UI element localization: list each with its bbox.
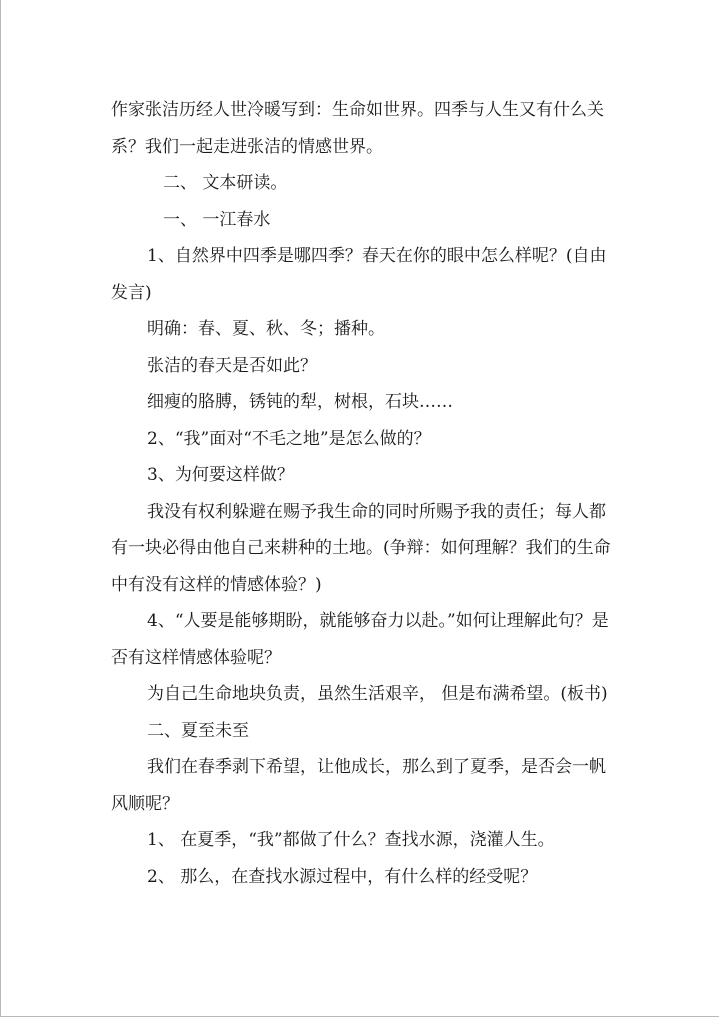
document-body [111, 92, 619, 895]
question-zhangjie-spring: 张洁的春天是否如此？ [147, 355, 317, 376]
question-4: 4、“人要是能够期盼，就能够奋力以赴。”如何让理解此句？是否有这样情感体验呢？ [111, 611, 609, 668]
section-heading-text-study: 二、 文本研读。 [163, 173, 288, 193]
blackboard-note: 为自己生命地块负责，虽然生活艰辛， 但是布满希望。(板书) [147, 684, 608, 704]
subsection-heading-summer: 二、夏至未至 [147, 720, 249, 741]
answer-responsibility: 我没有权利躲避在赐予我生命的同时所赐予我的责任；每人都有一块必得由他自己来耕种的土地。(争辩：如何理解？我们的生命中有没有这样的情感体验？) [111, 501, 611, 595]
paragraph-intro: 作家张洁历经人世冷暖写到：生命如世界。四季与人生又有什么关系？我们一起走进张洁的情感世界。 [111, 100, 604, 157]
question-3: 3、为何要这样做？ [147, 465, 294, 485]
answer-details: 细瘦的胳膊，锈钝的犁，树根，石块…… [147, 392, 453, 412]
paragraph-summer-intro: 我们在春季剥下希望，让他成长，那么到了夏季，是否会一帆风顺呢？ [111, 757, 606, 814]
question-1: 1、自然界中四季是哪四季？春天在你的眼中怎么样呢？(自由发言) [111, 246, 607, 303]
subsection-heading-spring: 一、 一江春水 [163, 209, 271, 230]
summer-question-2: 2、 那么，在查找水源过程中，有什么样的经受呢？ [147, 866, 538, 887]
question-2: 2、“我”面对“不毛之地”是怎么做的？ [147, 428, 431, 449]
summer-question-1: 1、 在夏季，“我”都做了什么？查找水源，浇灌人生。 [147, 830, 555, 850]
answer-clarify: 明确：春、夏、秋、冬；播种。 [147, 319, 385, 339]
